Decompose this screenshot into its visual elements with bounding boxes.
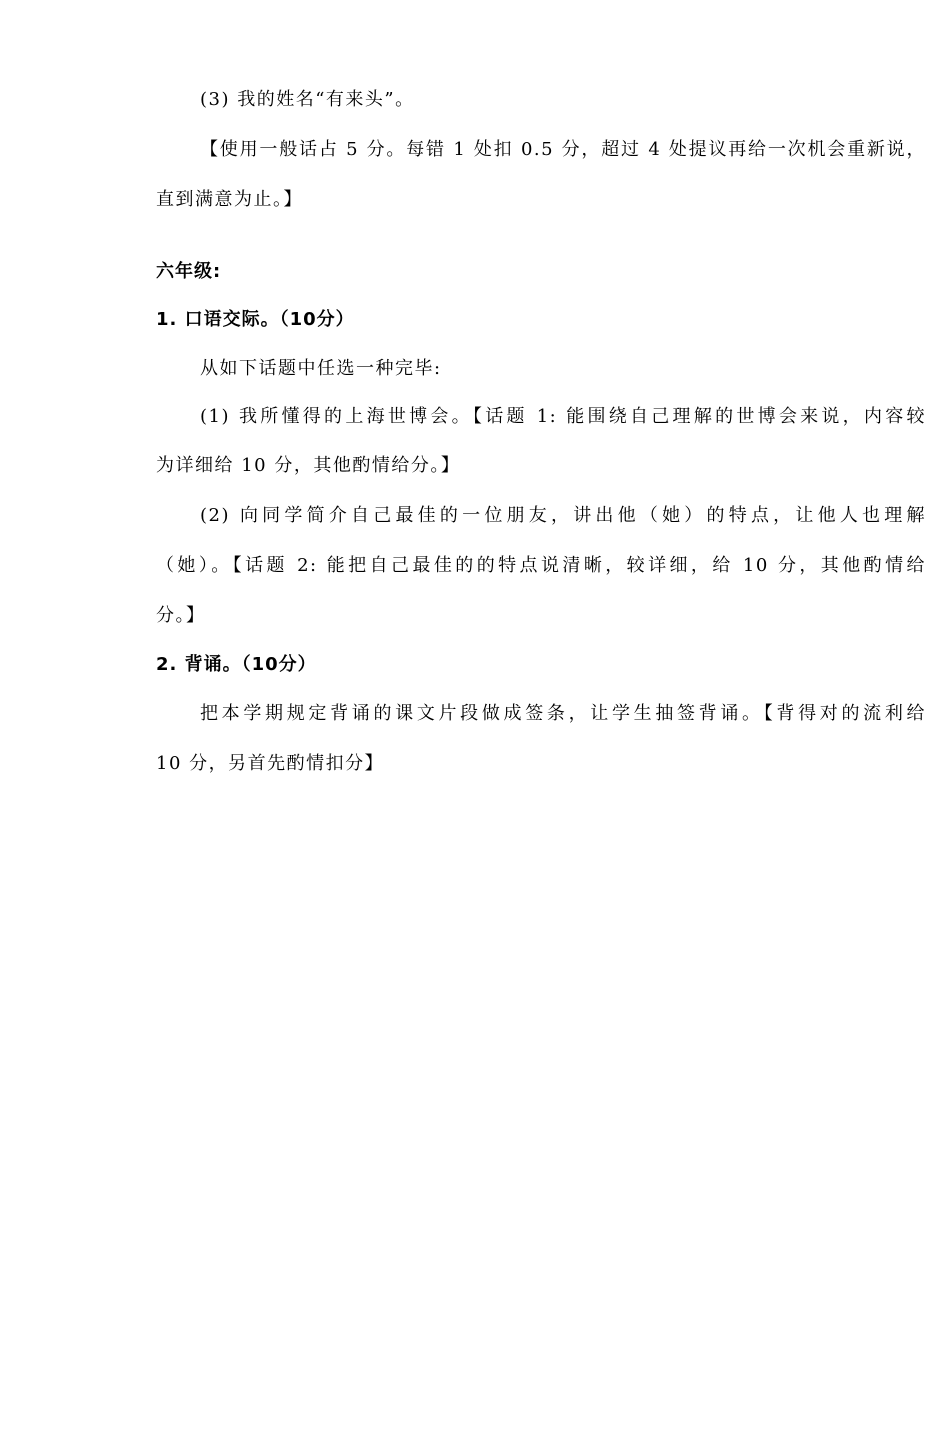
- topic-2-line-1: (2) 向同学简介自己最佳的一位朋友，讲出他（她）的特点，让他人也理解: [200, 505, 926, 526]
- section-1-heading: 1. 口语交际。（10分）: [156, 309, 355, 330]
- topic-3-line: (3) 我的姓名“有来头”。: [200, 89, 415, 110]
- topic-2-line-2: （她）。【话题 2: 能把自己最佳的的特点说清晰，较详细，给 10 分，其他酌情给: [156, 555, 926, 576]
- recitation-line-1: 把本学期规定背诵的课文片段做成签条，让学生抽签背诵。【背得对的流利给: [200, 703, 926, 724]
- topic-2-line-3: 分。】: [156, 605, 206, 626]
- scoring-note-line-2: 直到满意为止。】: [156, 189, 303, 210]
- grade-heading: 六年级:: [156, 261, 222, 282]
- section-2-heading: 2. 背诵。（10分）: [156, 654, 317, 675]
- topic-1-line-2: 为详细给 10 分，其他酌情给分。】: [156, 455, 461, 476]
- scoring-note-line-1: 【使用一般话占 5 分。每错 1 处扣 0.5 分，超过 4 处提议再给一次机会重新说，: [200, 139, 926, 160]
- instruction-line: 从如下话题中任选一种完毕:: [200, 358, 442, 379]
- topic-1-line-1: (1) 我所懂得的上海世博会。【话题 1: 能围绕自己理解的世博会来说，内容较: [200, 406, 926, 427]
- recitation-line-2: 10 分，另首先酌情扣分】: [156, 753, 385, 774]
